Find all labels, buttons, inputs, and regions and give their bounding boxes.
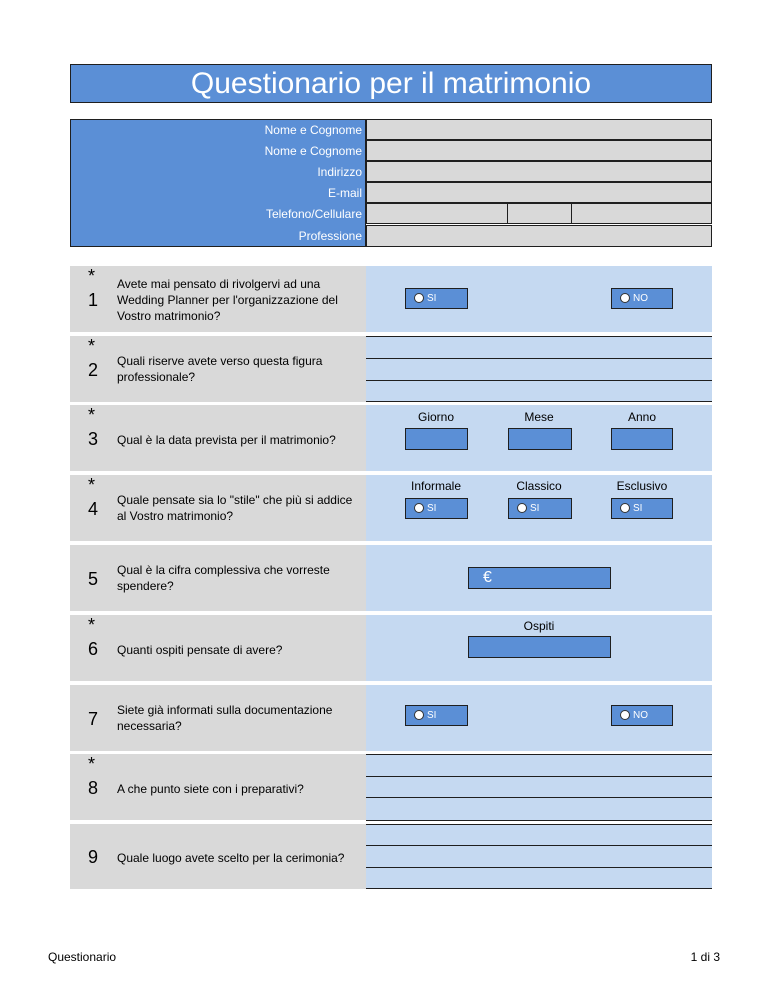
answer-line xyxy=(366,754,712,755)
answer-line xyxy=(366,824,712,825)
page-title: Questionario per il matrimonio xyxy=(70,64,712,103)
radio-icon xyxy=(414,503,424,513)
required-marker: * xyxy=(88,615,96,635)
footer-left: Questionario xyxy=(48,950,117,964)
radio-icon xyxy=(620,503,630,513)
q4-classic-option[interactable] xyxy=(508,498,572,519)
guests-field[interactable] xyxy=(468,636,611,658)
budget-field[interactable] xyxy=(468,567,611,589)
option-label: NO xyxy=(633,293,648,304)
question-9 xyxy=(70,824,712,889)
phone-field[interactable] xyxy=(366,203,508,224)
question-6 xyxy=(70,615,712,681)
option-label: SI xyxy=(530,503,540,514)
profession-field[interactable] xyxy=(366,225,712,247)
q7-no-option[interactable] xyxy=(611,705,673,726)
question-2 xyxy=(70,336,712,402)
address-field[interactable] xyxy=(366,161,712,182)
style-classic-label: Classico xyxy=(516,479,562,493)
question-text: A che punto siete con i preparativi? xyxy=(117,782,304,796)
day-label: Giorno xyxy=(417,410,455,424)
year-label: Anno xyxy=(627,410,657,424)
question-number: 9 xyxy=(88,847,99,867)
answer-line xyxy=(366,776,712,777)
question-number: 1 xyxy=(88,290,99,310)
email-field[interactable] xyxy=(366,182,712,203)
question-number: 6 xyxy=(88,639,99,659)
question-number: 5 xyxy=(88,569,99,589)
phone-label: Telefono/Cellulare xyxy=(265,207,362,221)
answer-line xyxy=(366,336,712,337)
question-text: Siete già informati sulla documentazione necessaria? xyxy=(117,703,333,733)
email-label: E-mail xyxy=(327,186,362,200)
q1-no-option[interactable] xyxy=(611,288,673,309)
answer-line xyxy=(366,867,712,868)
question-text: Qual è la data prevista per il matrimonio? xyxy=(117,433,336,447)
required-marker: * xyxy=(88,405,96,425)
month-field[interactable] xyxy=(508,428,572,450)
name-label-1: Nome e Cognome xyxy=(264,123,362,137)
month-label: Mese xyxy=(524,410,554,424)
radio-icon xyxy=(620,293,630,303)
option-label: SI xyxy=(427,293,437,304)
name-field-1[interactable] xyxy=(366,119,712,140)
question-text: Avete mai pensato di rivolgervi ad una Wedding Planner per l'organizzazione del Vostro matrimonio? xyxy=(117,277,338,323)
name-field-2[interactable] xyxy=(366,140,712,161)
answer-line xyxy=(366,358,712,359)
option-label: SI xyxy=(427,503,437,514)
radio-icon xyxy=(414,293,424,303)
answer-line xyxy=(366,820,712,821)
question-number: 7 xyxy=(88,709,99,729)
q1-yes-option[interactable] xyxy=(405,288,468,309)
answer-line xyxy=(366,797,712,798)
question-5 xyxy=(70,545,712,611)
cell-field[interactable] xyxy=(571,203,712,224)
style-exclusive-label: Esclusivo xyxy=(616,479,668,493)
answer-line xyxy=(366,888,712,889)
radio-icon xyxy=(620,710,630,720)
style-informal-label: Informale xyxy=(410,479,462,493)
option-label: SI xyxy=(427,710,437,721)
address-label: Indirizzo xyxy=(317,165,362,179)
question-text: Qual è la cifra complessiva che vorreste spendere? xyxy=(117,563,330,593)
option-label: NO xyxy=(633,710,648,721)
required-marker: * xyxy=(88,475,96,495)
radio-icon xyxy=(517,503,527,513)
question-number: 8 xyxy=(88,778,99,798)
question-number: 2 xyxy=(88,360,99,380)
currency-symbol: € xyxy=(483,569,492,586)
page-number: 1 di 3 xyxy=(690,950,720,964)
guests-label: Ospiti xyxy=(523,619,555,633)
question-text: Quali riserve avete verso questa figura professionale? xyxy=(117,354,323,384)
question-number: 4 xyxy=(88,499,99,519)
question-number: 3 xyxy=(88,429,99,449)
required-marker: * xyxy=(88,754,96,774)
profession-label: Professione xyxy=(298,229,362,243)
name-label-2: Nome e Cognome xyxy=(264,144,362,158)
radio-icon xyxy=(414,710,424,720)
answer-line xyxy=(366,401,712,402)
question-text: Quale luogo avete scelto per la cerimonia? xyxy=(117,851,345,865)
required-marker: * xyxy=(88,266,96,286)
answer-line xyxy=(366,380,712,381)
question-text: Quale pensate sia lo "stile" che più si addice al Vostro matrimonio? xyxy=(117,493,353,523)
question-text: Quanti ospiti pensate di avere? xyxy=(117,643,283,657)
day-field[interactable] xyxy=(405,428,468,450)
cell-prefix-field[interactable] xyxy=(507,203,572,224)
year-field[interactable] xyxy=(611,428,673,450)
answer-line xyxy=(366,845,712,846)
required-marker: * xyxy=(88,336,96,356)
question-8 xyxy=(70,754,712,820)
q4-informal-option[interactable] xyxy=(405,498,468,519)
q4-exclusive-option[interactable] xyxy=(611,498,673,519)
option-label: SI xyxy=(633,503,643,514)
q7-yes-option[interactable] xyxy=(405,705,468,726)
